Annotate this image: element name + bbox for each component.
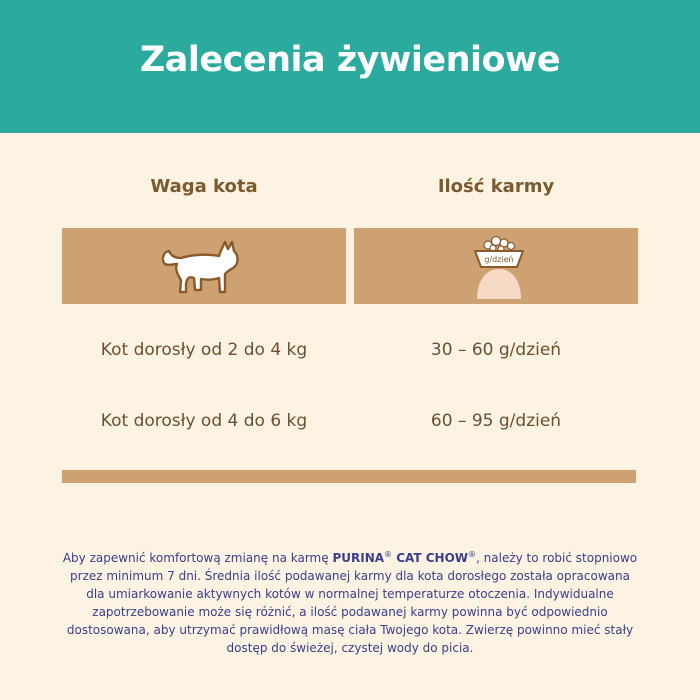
registered-mark-1: ® (384, 550, 393, 559)
row-1-amount: 30 – 60 g/dzień (430, 340, 562, 360)
food-bowl-icon (471, 231, 527, 301)
cat-silhouette-icon (159, 234, 249, 298)
column-header-weight: Waga kota (150, 176, 258, 197)
brand-purina: PURINA (332, 551, 385, 565)
row-2-amount: 60 – 95 g/dzień (430, 411, 562, 431)
note-text-rest: , należy to robić stopniowo przez minimum 7 dni. Średnia ilość podawanej karmy dla kota dorosłego została opracowana dla umiarkowanie aktywnych kotów w normalnej temperaturze otoczenia. Indywidualne zapotrzebowanie może się różnić, a ilość podawanej karmy powinna być odpowiednio dostosowana, aby utrzymać prawidłową masę ciała Twojego kota. Zwierzę powinno mieć stały dostęp do świeżej, czystej wody do picia. (66, 551, 638, 655)
table-bottom-divider (62, 470, 636, 483)
feeding-note (60, 546, 640, 657)
header-banner (0, 0, 700, 133)
icon-band-weight (62, 228, 346, 304)
row-1-weight: Kot dorosły od 2 do 4 kg (100, 340, 308, 360)
column-header-amount: Ilość karmy (437, 176, 555, 197)
page-title: Zalecenia żywieniowe (139, 39, 561, 80)
note-text-start: Aby zapewnić komfortową zmianę na karmę (62, 551, 333, 565)
brand-cat-chow: CAT CHOW (392, 551, 469, 565)
bowl-label: g/dzień (484, 255, 514, 264)
row-2-weight: Kot dorosły od 4 do 6 kg (100, 411, 308, 431)
registered-mark-2: ® (468, 550, 477, 559)
icon-band-amount (354, 228, 638, 304)
